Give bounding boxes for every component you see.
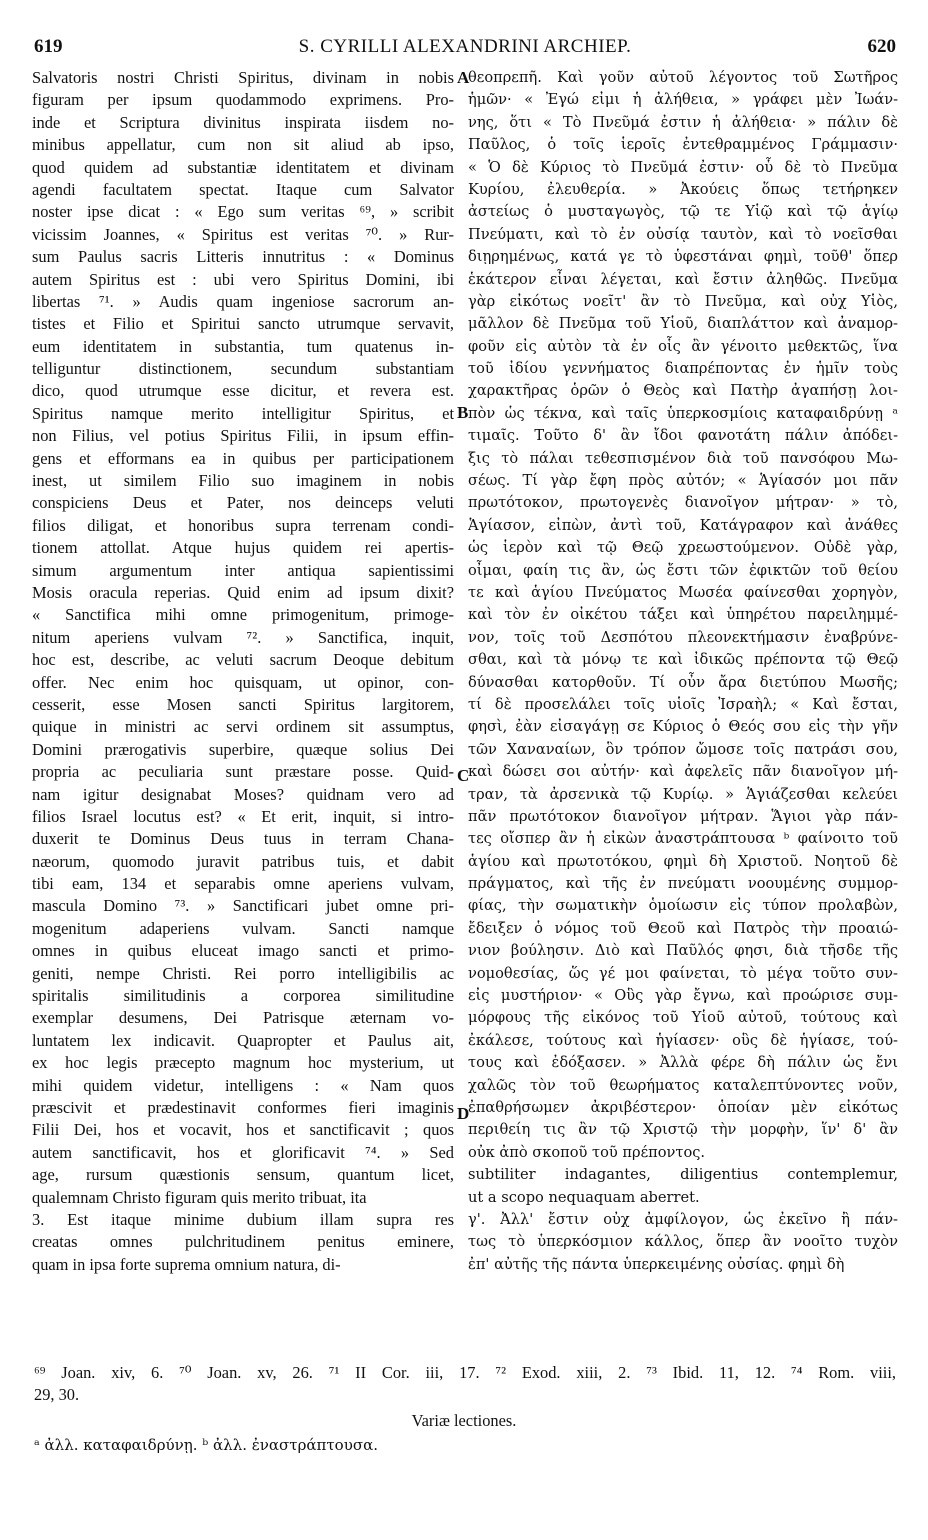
text-line: ὡς ἱερὸν καὶ τῷ Θεῷ χρεωστούμενον. Οὐδὲ γὰρ,	[468, 539, 898, 557]
text-line: inde et Scriptura divinitus inspirata iisdem no-	[32, 112, 454, 132]
text-line: τες οἴσπερ ἂν ἡ εἰκὼν ἀναστράπτουσα ᵇ φαίνοιτο τοῦ	[468, 830, 898, 848]
text-line: Domini prærogativis superbire, quæque solius Dei	[32, 739, 454, 759]
text-line: οὐκ ἀπὸ σκοποῦ τοῦ πρέποντος.	[468, 1143, 706, 1161]
text-line: telliguntur distinctionem, secundum substantiam	[32, 359, 454, 379]
text-line: « Ὁ δὲ Κύριος τὸ Πνεῦμά ἐστιν· οὗ δὲ τὸ Πνεῦμα	[468, 158, 898, 176]
text-line: νιον βούλησιν. Διὸ καὶ Παῦλός φησι, διὰ τῆσδε τῆς	[468, 942, 898, 960]
page-number-left: 619	[34, 36, 63, 57]
text-line: minibus appellatur, cum non sit aliud ab ipso,	[32, 135, 454, 155]
text-line: Κυρίου, ἐλευθερία. » Ἀκούεις ὅπως τετήρηκεν	[468, 180, 898, 198]
text-line: 3. Est itaque minime dubium illam supra res	[32, 1209, 454, 1229]
text-line: mogenitum adaperiens vulvam. Sancti namque	[32, 918, 454, 938]
text-line: propria ac peculiaria sunt præstare posse. Quid-	[32, 762, 454, 782]
text-line: libertas ⁷¹. » Audis quam ingeniose sacrorum an-	[32, 291, 454, 311]
text-line: νον, τοῖς τοῦ Δεσπότου πλεονεκτήμασιν ἐναβρύνε-	[468, 628, 898, 646]
text-line: πᾶν πρωτότοκον διανοῖγον μήτραν. Ἅγιοι γὰρ πάν-	[468, 807, 898, 825]
text-line: φίας, τὴν σωματικὴν ὁμοίωσιν εἰς τύπον προλαβὼν,	[468, 897, 898, 915]
text-line: quique in ministri ac servi ordinem sit assumptus,	[32, 717, 454, 737]
text-line: τῶν Χαναναίων, ὃν τρόπον ὤμοσε τοῖς πατράσι σου,	[468, 740, 898, 758]
text-line: μόρφους τῆς εἰκόνος τοῦ Υἱοῦ αὐτοῦ, τούτους καὶ	[468, 1009, 898, 1027]
text-line: mihi quidem videtur, intelligens : « Nam quos	[32, 1075, 454, 1095]
text-line: tistes et Filio et Spiritui sancto utrumque servavit,	[32, 314, 454, 334]
text-line: filios Israel locutus est? « Et erit, inquit, si intro-	[32, 806, 454, 826]
text-line: τους καὶ ἐδόξασεν. » Ἀλλὰ φέρε δὴ πάλιν ὡς ἔνι	[468, 1054, 898, 1072]
text-line: vicissim Joannes, « Spiritus est veritas ⁷⁰. » Rur-	[32, 224, 454, 244]
text-line: Πνεύματι, καὶ τὸ ἐν οὐσίᾳ ταυτὸν, καὶ τὸ νοεῖσθαι	[468, 225, 898, 243]
text-line: γὰρ εἰκότως νοεῖτ' ἂν τὸ Πνεῦμα, καὶ οὐχ Υἱὸς,	[468, 292, 898, 310]
text-line: cesserit, esse Mosen sancti Spiritus largitorem,	[32, 694, 454, 714]
text-line: præscivit et prædestinavit conformes fieri imaginis	[32, 1097, 454, 1117]
text-line: eum identitatem in substantia, tum quatenus in-	[32, 336, 454, 356]
text-line: Filii Dei, hos et vocavit, hos et sanctificavit ; quos	[32, 1120, 454, 1140]
footnotes	[34, 1362, 896, 1407]
text-line: geniti, nempe Christi. Rei porro intelligibilis ac	[32, 963, 454, 983]
text-line: simum argumentum inter antiqua sapientissimi	[32, 560, 454, 580]
text-line: καὶ τὸν ἐν οἰκέτου τάξει καὶ ὑπηρέτου παρειλημμέ-	[468, 606, 898, 624]
text-line: πράγματος, καὶ τῆς ἐν πνεύματι νοουμένης συμμορ-	[468, 875, 898, 893]
text-line: χαλῶς τὸν τοῦ θεωρήματος καταλεπτύνοντες νοῦν,	[468, 1076, 898, 1094]
text-line: χαρακτῆρας ὁρῶν ὁ Θεὸς καὶ Πατὴρ ἀγαπήσῃ λοι-	[468, 382, 898, 400]
text-line: θεοπρεπῆ. Καὶ γοῦν αὐτοῦ λέγοντος τοῦ Σωτῆρος	[468, 69, 898, 86]
text-line: Ἁγίασον, εἰπὼν, ἀντὶ τοῦ, Κατάγραφον καὶ ἀνάθες	[468, 516, 898, 534]
text-line: ξις τὸ πάλαι τεθεσπισμένον διὰ τοῦ πανσόφου Μω-	[468, 449, 898, 467]
margin-marker-a: A	[457, 68, 470, 87]
page-header	[34, 36, 896, 60]
variae-lectiones-title: Variæ lectiones.	[411, 1411, 517, 1430]
footnote-line: 29, 30.	[34, 1385, 80, 1405]
text-line: Spiritus namque merito intelligitur Spiritus, et	[32, 403, 454, 423]
text-line: ἀστείως ὁ μυσταγωγὸς, τῷ τε Υἱῷ καὶ τῷ ἁγίῳ	[468, 203, 898, 221]
text-line: φοῦν εἰς αὐτὸν τὰ ἐν οἷς ἂν γένοιτο μεθεκτῶς, ἵνα	[468, 337, 898, 355]
text-line: creatas omnes pulchritudinem penitus eminere,	[32, 1232, 454, 1252]
text-line: conspiciens Deus et Pater, nos deinceps veluti	[32, 493, 454, 513]
page-number-right: 620	[867, 36, 896, 57]
text-line: ἔδειξεν ὁ νόμος τοῦ Θεοῦ καὶ Πατρὸς τὴν προαιώ-	[468, 919, 898, 937]
text-line: ex hoc legis præcepto magnum hoc mysterium, ut	[32, 1053, 454, 1073]
text-line: luntatem lex indicavit. Quapropter et Paulus ait,	[32, 1030, 454, 1050]
text-line: φησὶ, ἐὰν εἰσαγάγῃ σε Κύριος ὁ Θεός σου εἰς τὴν γῆν	[468, 718, 898, 736]
text-line: subtiliter indagantes, diligentius contemplemur,	[468, 1166, 898, 1184]
text-line: Παῦλος, ὁ τοῖς ἱεροῖς ἐντεθραμμένος Γράμμασιν·	[468, 136, 898, 154]
text-line: exemplar desumens, Dei Patrisque æternam vo-	[32, 1008, 454, 1028]
text-line: σθαι, καὶ τὰ μόνῳ τε καὶ ἰδικῶς πρέποντα τῷ Θεῷ	[468, 651, 898, 669]
text-line: « Sanctifica mihi omne primogenitum, primoge-	[32, 605, 454, 625]
text-line: νομοθεσίας, ὥς γέ μοι φαίνεται, τὸ μέγα τοῦτο συν-	[468, 964, 898, 982]
text-line: omnes in quibus eluceat imago sancti et primo-	[32, 941, 454, 961]
text-line: διῃρημένως, κατά γε τὸ ὑφεστάναι φημὶ, τοῦθ' ὅπερ	[468, 248, 898, 266]
text-line: τως τὸ ὑπερκόσμιον κάλλος, ὅπερ ἂν νοοῖτο τυχὸν	[468, 1233, 898, 1251]
text-line: σέως. Τί γὰρ ἔφη πρὸς αὐτόν; « Ἁγίασόν μοι πᾶν	[468, 472, 898, 490]
text-line: dico, quod utrumque esse dicitur, et revera est.	[32, 381, 454, 401]
text-line: τιμαῖς. Τοῦτο δ' ἂν ἴδοι φανοτάτη πάλιν ἀπόδει-	[468, 427, 898, 445]
text-line: non Filius, vel potius Spiritus Filii, in ipsum effin-	[32, 426, 454, 446]
text-line: autem sanctificavit, hos et glorificavit ⁷⁴. » Sed	[32, 1142, 454, 1162]
text-line: οἶμαι, φαίη τις ἂν, ὡς ἔστι τῶν ἐφικτῶν τοῦ θείου	[468, 561, 898, 579]
text-line: nam igitur designabat Moses? quidnam vero ad	[32, 784, 454, 804]
text-line: τραν, τὰ ἀρσενικὰ τῷ Κυρίῳ. » Ἁγιάζεσθαι κελεύει	[468, 785, 898, 803]
text-line: gens et efformans ea in quibus per participationem	[32, 448, 454, 468]
text-line: Mosis oracula reperias. Quid enim ad ipsum dixit?	[32, 582, 454, 602]
greek-column	[468, 67, 898, 1276]
text-line: ut a scopo nequaquam aberret.	[468, 1188, 700, 1206]
text-line: tibi eam, 134 et separabis omne aperiens vulvam,	[32, 874, 454, 894]
text-line: age, rursum quæstionis sensum, quantum licet,	[32, 1165, 454, 1185]
text-line: ἑκάτερον εἶναι λέγεται, καὶ ἔστιν ἀληθῶς. Πνεῦμα	[468, 270, 898, 288]
running-title: S. CYRILLI ALEXANDRINI ARCHIEP.	[298, 36, 632, 57]
footnote-line: ⁶⁹ Joan. xiv, 6. ⁷⁰ Joan. xv, 26. ⁷¹ II Cor. iii, 17. ⁷² Exod. xiii, 2. ⁷³ Ibid. 11, 12. ⁷⁴ Rom. viii,	[34, 1363, 896, 1382]
text-line: περιθείη τις ἂν τῷ Χριστῷ τὴν μορφὴν, ἵν' δ' ἂν	[468, 1121, 898, 1139]
text-line: mascula Domino ⁷³. » Sanctificari jubet omne pri-	[32, 896, 454, 916]
text-line: ἁγίου καὶ πρωτοτόκου, φημὶ δὴ Χριστοῦ. Νοητοῦ δὲ	[468, 852, 898, 870]
text-line: nitum aperiens vulvam ⁷². » Sanctifica, inquit,	[32, 627, 454, 647]
text-line: tionem attollat. Atque hujus quidem rei apertis-	[32, 538, 454, 558]
text-line: figuram per ipsum quodammodo exprimens. Pro-	[32, 90, 454, 110]
text-line: qualemnam Christo figuram quis merito tribuat, ita	[32, 1187, 367, 1207]
text-line: duxerit te Dominus Deus tuus in terram Chana-	[32, 829, 454, 849]
latin-column	[32, 67, 454, 1276]
text-line: ἡμῶν· « Ἐγώ εἰμι ἡ ἀλήθεια, » γράφει μὲν Ἰωάν-	[468, 91, 898, 109]
text-line: ἐκάλεσε, τούτους καὶ ἡγίασεν· οὓς δὲ ἡγίασε, τού-	[468, 1031, 898, 1049]
text-line: noster ipse dicat : « Ego sum veritas ⁶⁹, » scribit	[32, 202, 454, 222]
text-line: ἐπαθρήσωμεν ἀκριβέστερον· ὁποίαν μὲν εἰκότως	[468, 1098, 898, 1116]
text-line: hoc est, describe, ac veluti sacrum Deoque debitum	[32, 650, 454, 670]
text-line: νης, ὅτι « Τὸ Πνεῦμά ἐστιν ἡ ἀλήθεια· » πάλιν δὲ	[468, 113, 898, 131]
text-line: μᾶλλον δὲ Πνεῦμα τοῦ Υἱοῦ, διαπλάττον καὶ ἀναμορ-	[468, 315, 898, 333]
text-line: inest, ut similem Filio suo imaginem in nobis	[32, 471, 454, 491]
text-line: spiritalis similitudinis a corporea similitudine	[32, 986, 454, 1006]
text-line: ἐπ' αὐτῆς τῆς πάντα ὑπερκειμένης οὐσίας. φημὶ δὴ	[468, 1255, 845, 1273]
text-line: quam in ipsa forte suprema omnium natura, di-	[32, 1254, 341, 1274]
text-line: γ'. Ἀλλ' ἔστιν οὐχ ἀμφίλογον, ὡς ἐκεῖνο ἢ πάν-	[468, 1210, 898, 1228]
text-line: sum Paulus sacris Litteris innutritus : « Dominus	[32, 247, 454, 267]
margin-marker-b: B	[457, 403, 469, 422]
text-line: πὸν ὡς τέκνα, καὶ ταῖς ὑπερκοσμίοις καταφαιδρύνῃ ᵃ	[468, 404, 898, 422]
text-line: quod quidem ad substantiæ identitatem et divinam	[32, 157, 454, 177]
text-line: offer. Nec enim hoc quisquam, ut opinor, con-	[32, 672, 454, 692]
text-line: πρωτότοκον, πρωτογενὲς διανοῖγον μήτραν· » τὸ,	[468, 494, 898, 512]
margin-marker-c: C	[457, 766, 470, 785]
text-line: Salvatoris nostri Christi Spiritus, divinam in nobis	[32, 68, 454, 87]
text-line: εἰς μυστήριον· « Οὓς γὰρ ἔγνω, καὶ προώρισε συμ-	[468, 987, 898, 1005]
text-line: filios diligat, et honoribus supra terrenam condi-	[32, 515, 454, 535]
text-line: autem Spiritus est : ubi vero Spiritus Domini, ibi	[32, 269, 454, 289]
text-line: næorum, quomodo juravit patribus tuis, et dabit	[32, 851, 454, 871]
variae-lectiones: ᵃ ἀλλ. καταφαιδρύνῃ. ᵇ ἀλλ. ἐναστράπτουσα.	[34, 1436, 378, 1454]
margin-marker-d: D	[457, 1104, 470, 1123]
text-line: τί δὲ προσελάλει τοῖς υἱοῖς Ἰσραὴλ; « Καὶ ἔσται,	[468, 695, 898, 713]
text-line: τοῦ ἰδίου γεννήματος διαπρέποντας ἐν ἡμῖν τοὺς	[468, 360, 898, 378]
text-line: δύνασθαι κατορθοῦν. Τί οὖν ἄρα διετύπου Μωσῆς;	[468, 673, 898, 691]
text-line: τε καὶ ἁγίου Πνεύματος Μωσέα φαίνεσθαι χορηγὸν,	[468, 583, 898, 601]
text-line: καὶ δώσει σοι αὐτήν· καὶ ἀφελεῖς πᾶν διανοῖγον μή-	[468, 763, 898, 781]
text-line: agendi facultatem spectat. Itaque cum Salvator	[32, 179, 454, 199]
